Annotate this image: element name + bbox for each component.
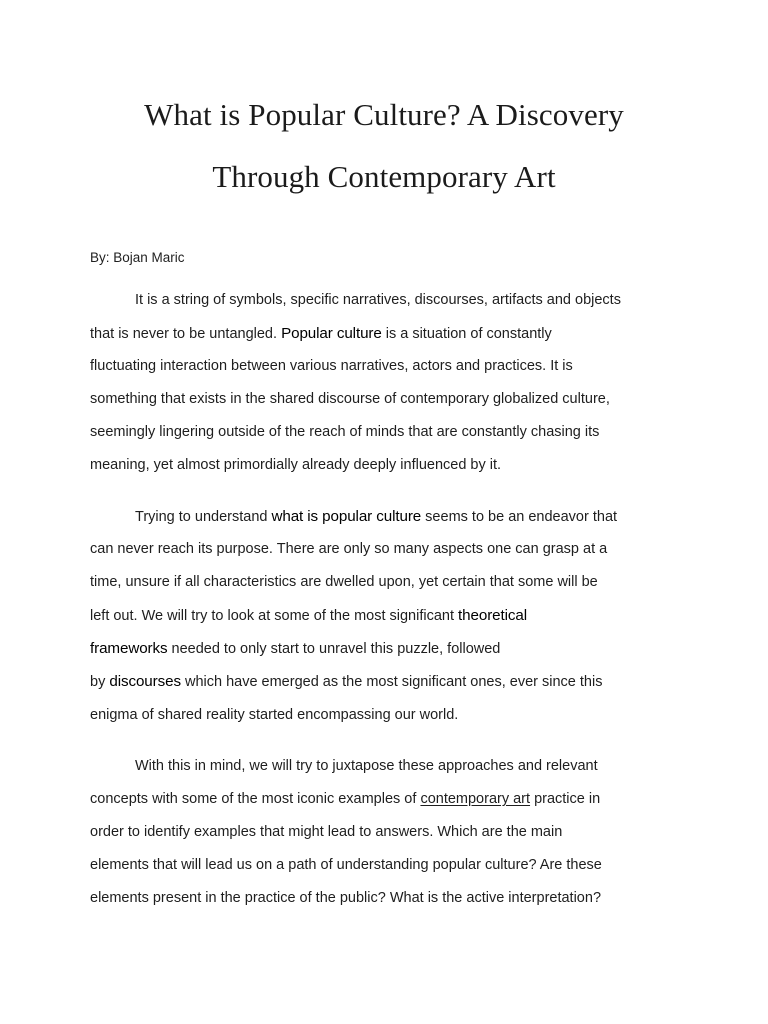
keyword-text: frameworks bbox=[90, 640, 168, 658]
paragraph-3 bbox=[90, 750, 680, 915]
text-line bbox=[90, 816, 680, 849]
body-text: by bbox=[90, 674, 110, 691]
body-text: enigma of shared reality started encompassing our world. bbox=[90, 706, 459, 723]
text-line bbox=[90, 317, 680, 350]
contemporary-art-link[interactable]: contemporary art bbox=[420, 791, 531, 808]
body-text: seemingly lingering outside of the reach of minds that are constantly chasing its bbox=[90, 424, 600, 441]
author-byline: By: Bojan Maric bbox=[90, 250, 185, 265]
body-text: meaning, yet almost primordially already deeply influenced by it. bbox=[90, 457, 502, 474]
keyword-text: discourses bbox=[109, 673, 181, 691]
keyword-text: what is popular culture bbox=[271, 508, 422, 525]
body-text: time, unsure if all characteristics are dwelled upon, yet certain that some will be bbox=[90, 574, 598, 591]
keyword-text: theoretical bbox=[458, 607, 528, 625]
body-text: concepts with some of the most iconic examples of bbox=[90, 791, 421, 808]
body-text: It is a string of symbols, specific narratives, discourses, artifacts and objects bbox=[135, 292, 621, 308]
text-line bbox=[90, 699, 680, 732]
title-line-2: Through Contemporary Art bbox=[212, 159, 556, 194]
text-line bbox=[90, 599, 680, 632]
text-line bbox=[90, 533, 680, 566]
body-text: can never reach its purpose. There are only so many aspects one can grasp at a bbox=[90, 541, 608, 558]
paragraph-1 bbox=[90, 284, 680, 483]
title-line-1: What is Popular Culture? A Discovery bbox=[144, 97, 624, 132]
keyword-text: Popular culture bbox=[281, 325, 382, 343]
text-line bbox=[90, 350, 680, 383]
document-title bbox=[0, 84, 768, 208]
text-line bbox=[90, 383, 680, 416]
body-text: practice in bbox=[530, 791, 601, 808]
text-line bbox=[90, 750, 680, 783]
body-text: needed to only start to unravel this puzzle, followed bbox=[167, 641, 501, 658]
paragraph-2 bbox=[90, 500, 680, 732]
body-text: fluctuating interaction between various narratives, actors and practices. It is bbox=[90, 358, 573, 375]
body-text: which have emerged as the most significant ones, ever since this bbox=[180, 674, 603, 691]
text-line bbox=[90, 500, 680, 533]
body-text: elements present in the practice of the public? What is the active interpretation? bbox=[90, 890, 602, 907]
text-line bbox=[90, 632, 680, 665]
text-line bbox=[90, 566, 680, 599]
body-text: that is never to be untangled. bbox=[90, 326, 282, 343]
text-line bbox=[90, 449, 680, 482]
text-line bbox=[90, 665, 680, 698]
body-text: order to identify examples that might lead to answers. Which are the main bbox=[90, 824, 563, 841]
body-text: elements that will lead us on a path of understanding popular culture? Are these bbox=[90, 857, 602, 874]
body-text: Trying to understand bbox=[135, 509, 272, 525]
body-text: seems to be an endeavor that bbox=[421, 509, 618, 525]
text-line bbox=[90, 849, 680, 882]
text-line bbox=[90, 416, 680, 449]
body-text: something that exists in the shared discourse of contemporary globalized culture, bbox=[90, 391, 610, 408]
text-line bbox=[90, 284, 680, 317]
body-text: left out. We will try to look at some of the most significant bbox=[90, 608, 459, 625]
text-line bbox=[90, 783, 680, 816]
text-line bbox=[90, 882, 680, 915]
body-text: With this in mind, we will try to juxtapose these approaches and relevant bbox=[135, 758, 598, 774]
body-text: is a situation of constantly bbox=[381, 326, 552, 343]
